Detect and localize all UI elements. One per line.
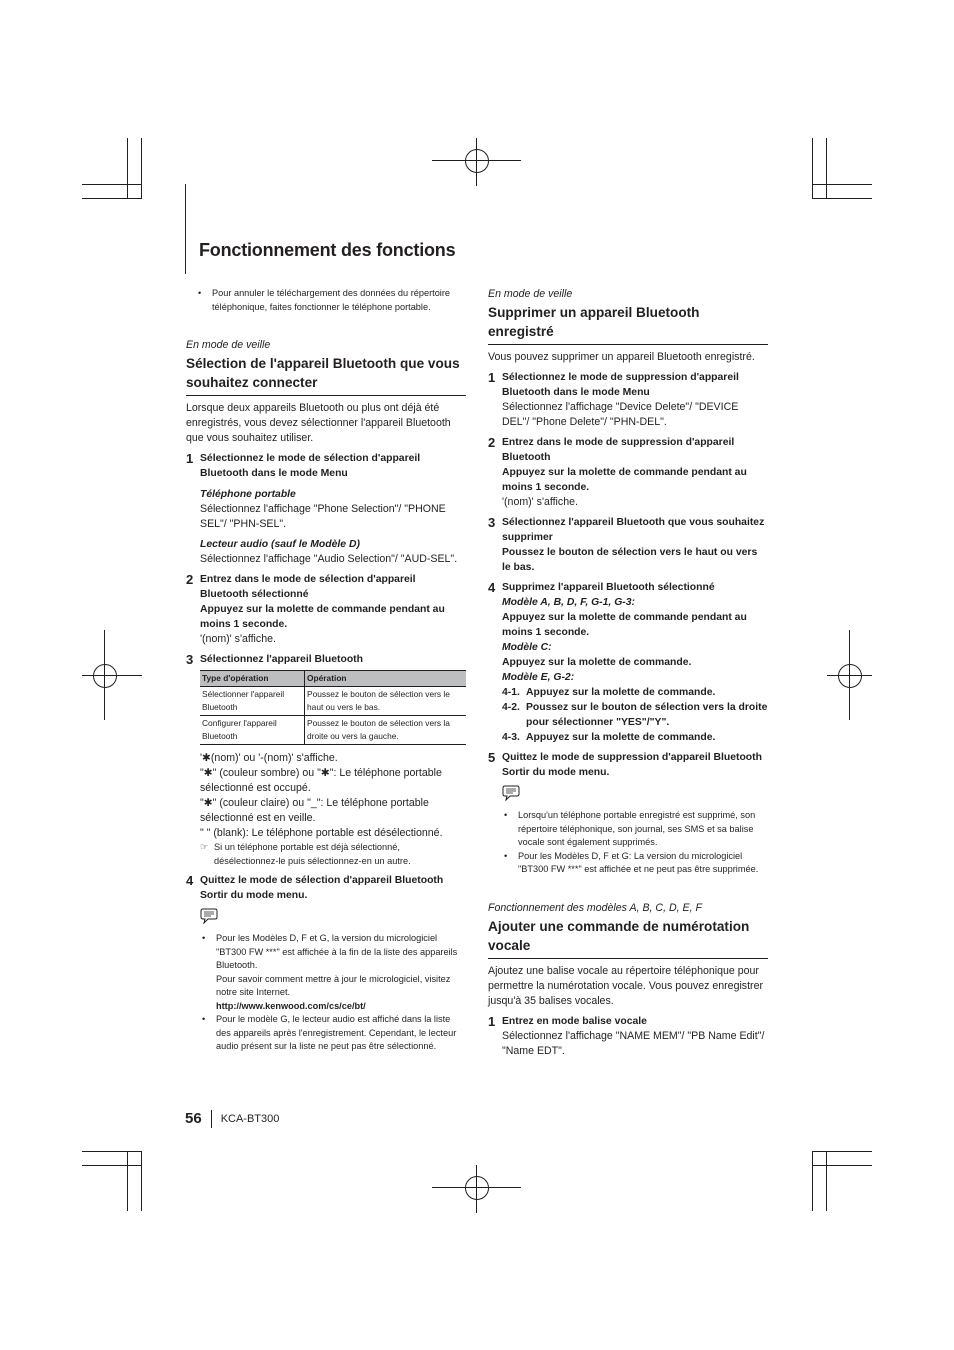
- intro-bullet: • Pour annuler le téléchargement des données du répertoire téléphonique, faites fonctionner le téléphone portable.: [198, 288, 451, 312]
- title-rule: [185, 184, 186, 274]
- note-bullet: • Pour les Modèles D, F et G: La version du micrologiciel "BT300 FW ***" est affichée et ne peut pas être supprimée.: [504, 850, 759, 874]
- section3-intro: Ajoutez une balise vocale au répertoire téléphonique pour permettre la numérotation vocale. Vous pouvez enregistrer jusqu'à 35 balises vocales.: [488, 964, 763, 1007]
- section2-heading: Supprimer un appareil Bluetooth enregistré: [488, 303, 768, 345]
- section3-step-1: 1 Entrez en mode balise vocale Sélectionnez l'affichage "NAME MEM"/ "PB Name Edit"/ "Name EDT".: [488, 1013, 765, 1057]
- section2-step-4: 4 Supprimez l'appareil Bluetooth sélectionné Modèle A, B, D, F, G-1, G-3: Appuyez sur la molette de commande pendant au moins 1 seconde. Modèle C: Appuyez sur la molette de commande. Modèle E, G-2: 4-1. Appuyez sur la molette de commande. 4-2. Poussez sur le bouton de sélection vers la droite pour sélectionner "YES"/"Y". 4-3. Appuyez sur la molette de commande.: [488, 580, 768, 743]
- operations-table: Type d'opération Opération Sélectionner l'appareil Bluetooth Poussez le bouton de sélection vers le haut ou vers le bas. Configurer l'appareil Bluetooth Poussez le bouton de sélection vers la droite ou vers la gauche.: [200, 670, 466, 745]
- page-number: 56: [185, 1110, 212, 1128]
- note-bullet: • Pour les Modèles D, F et G, la version du micrologiciel "BT300 FW ***" est affichée à la fin de la liste des appareils Bluetooth. Pour savoir comment mettre à jour le micrologiciel, visitez notre site Internet. http://www.kenwood.com/cs/ce/bt/: [200, 932, 466, 1013]
- kenwood-url-link[interactable]: http://www.kenwood.com/cs/ce/bt/: [216, 1000, 366, 1011]
- reference-note: ☞ Si un téléphone portable est déjà sélectionné, désélectionnez-le puis sélectionnez-en un autre.: [200, 841, 466, 868]
- section1-mode: En mode de veille: [186, 339, 271, 351]
- section1-heading: Sélection de l'appareil Bluetooth que vous souhaitez connecter: [186, 354, 466, 396]
- hand-pointer-icon: ☞: [200, 842, 209, 852]
- page-title: Fonctionnement des fonctions: [199, 240, 456, 260]
- section3-mode: Fonctionnement des modèles A, B, C, D, E, F: [488, 901, 702, 914]
- section3-heading: Ajouter une commande de numérotation vocale: [488, 917, 768, 959]
- note-speech-icon: [200, 908, 218, 924]
- note-speech-icon: [502, 785, 520, 801]
- section2-intro: Vous pouvez supprimer un appareil Bluetooth enregistré.: [488, 351, 755, 363]
- section2-step-5: 5 Quittez le mode de suppression d'appareil Bluetooth Sortir du mode menu. • Lorsqu'un téléphone portable enregistré est supprimé, son répertoire téléphonique, son journal, ses SMS et sa balise vocale sont également supprimés. • Pour les Modèles D, F et G: La version du micrologiciel "BT300 FW ***" est affichée et ne peut pas être supprimée.: [488, 750, 768, 877]
- section1-step-3: 3 Sélectionnez l'appareil Bluetooth Type d'opération Opération Sélectionner l'appareil Bluetooth Poussez le bouton de sélection vers le haut ou vers le bas. Configurer l'appareil Bluetooth Poussez le bouton de sélection vers la droite ou vers la gauche. '✱(nom)' ou '-(nom)' s'affiche. "✱" (couleur sombre) ou "✱": Le téléphone portable sélectionné est occupé. "✱" (couleur claire) ou "_": Le téléphone portable sélectionné est en veille. " " (blank): Le téléphone portable est désélectionné. ☞ Si un téléphone portable est déjà sélectionné, désélectionnez-le puis sélectionnez-en un autre.: [186, 652, 466, 868]
- section2-step-1: 1 Sélectionnez le mode de suppression d'appareil Bluetooth dans le mode Menu Sélectionnez l'affichage "Device Delete"/ "DEVICE DEL"/ "Phone Delete"/ "PHN-DEL".: [488, 370, 739, 428]
- section1-step-4: 4 Quittez le mode de sélection d'appareil Bluetooth Sortir du mode menu. • Pour les Modèles D, F et G, la version du micrologiciel "BT300 FW ***" est affichée à la fin de la liste des appareils Bluetooth. Pour savoir comment mettre à jour le micrologiciel, visitez notre site Internet. http://www.kenwood.com/cs/ce/bt/ • Pour le modèle G, le lecteur audio est affiché dans la liste des appareils après l'enregistrement. Cependant, le lecteur audio présent sur la liste ne peut pas être sélectionné.: [186, 873, 466, 1054]
- section1-step-2: 2 Entrez dans le mode de sélection d'appareil Bluetooth sélectionné Appuyez sur la molette de commande pendant au moins 1 seconde. '(nom)' s'affiche.: [186, 572, 445, 645]
- section1-step-1: 1 Sélectionnez le mode de sélection d'appareil Bluetooth dans le mode Menu Téléphone portable Sélectionnez l'affichage "Phone Selection"/ "PHONE SEL"/ "PHN-SEL". Lecteur audio (sauf le Modèle D) Sélectionnez l'affichage "Audio Selection"/ "AUD-SEL".: [186, 451, 458, 565]
- section2-step-2: 2 Entrez dans le mode de suppression d'appareil Bluetooth Appuyez sur la molette de commande pendant au moins 1 seconde. '(nom)' s'affiche.: [488, 435, 747, 508]
- page-footer: [185, 1110, 279, 1128]
- model-name: KCA-BT300: [220, 1113, 280, 1125]
- table-row: Configurer l'appareil Bluetooth Poussez le bouton de sélection vers la droite ou vers la gauche.: [200, 716, 466, 745]
- section2-step-3: 3 Sélectionnez l'appareil Bluetooth que vous souhaitez supprimer Poussez le bouton de sélection vers le haut ou vers le bas.: [488, 515, 765, 573]
- note-bullet: • Lorsqu'un téléphone portable enregistré est supprimé, son répertoire téléphonique, son journal, ses SMS et sa balise vocale sont également supprimés.: [504, 810, 756, 847]
- right-column: [488, 287, 768, 1059]
- left-column: [186, 287, 466, 1054]
- note-bullet: • Pour le modèle G, le lecteur audio est affiché dans la liste des appareils après l'enregistrement. Cependant, le lecteur audio présent sur la liste ne peut pas être sélectionné.: [202, 1014, 457, 1051]
- section2-mode: En mode de veille: [488, 288, 573, 300]
- section1-intro: Lorsque deux appareils Bluetooth ou plus ont déjà été enregistrés, vous devez sélectionner l'appareil Bluetooth que vous souhaitez utiliser.: [186, 402, 451, 444]
- table-row: Sélectionner l'appareil Bluetooth Poussez le bouton de sélection vers le haut ou vers le bas.: [200, 687, 466, 716]
